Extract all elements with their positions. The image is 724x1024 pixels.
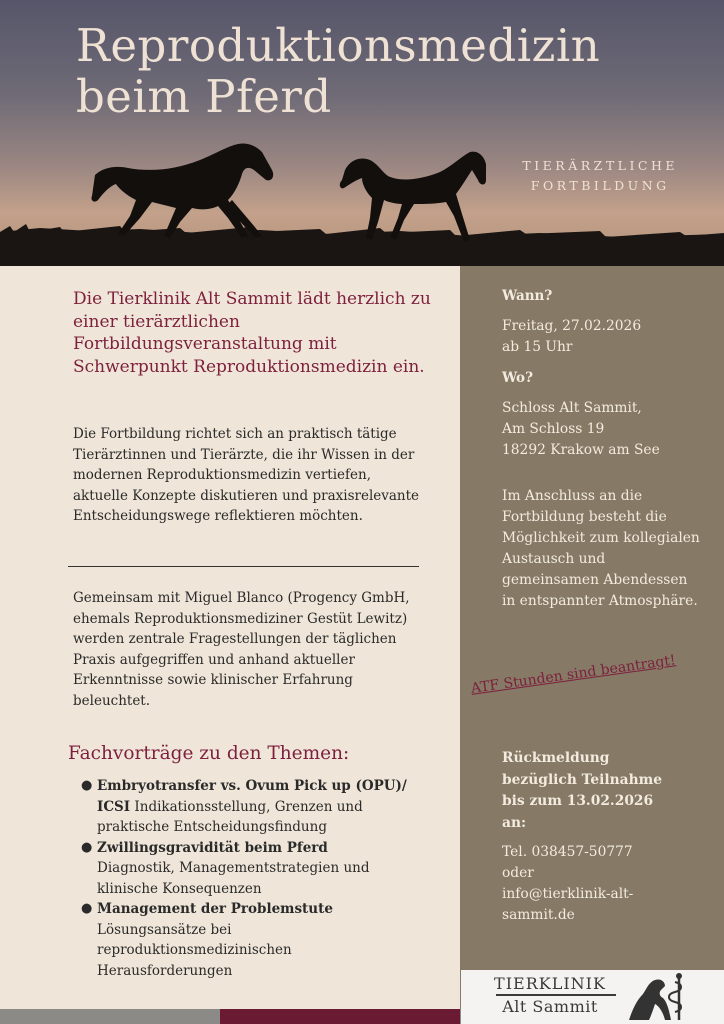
phone-number[interactable]: Tel. 038457-50777 xyxy=(502,844,633,860)
topic-title: Zwillingsgravidität beim Pferd xyxy=(97,839,328,856)
topic-title: Management der Problemstute xyxy=(97,901,333,917)
logo-line-2: Alt Sammit xyxy=(502,997,598,1016)
logo-line-1: TIERKLINIK xyxy=(494,974,606,993)
footer-bar-gray xyxy=(0,1009,220,1024)
when-label: Wann? xyxy=(502,288,553,304)
contact-info xyxy=(502,842,702,926)
bullet-icon: ● xyxy=(81,778,93,793)
where-label: Wo? xyxy=(502,370,533,386)
rsvp-heading xyxy=(502,748,702,834)
topic-item xyxy=(76,838,426,900)
address-line-2: Am Schloss 19 xyxy=(502,421,605,437)
atf-hours-note: ATF Stunden sind beantragt! xyxy=(470,652,677,697)
topic-description: Lösungsansätze bei reproduktionsmedizinischen Herausforderungen xyxy=(97,921,292,979)
event-date xyxy=(502,316,702,358)
rsvp-line-2: bezüglich Teilnahme xyxy=(502,771,662,788)
rsvp-line-4: an: xyxy=(502,814,527,831)
horse-caduceus-icon xyxy=(625,972,715,1022)
page-title xyxy=(76,20,600,122)
hero-banner xyxy=(0,0,724,266)
topic-item xyxy=(76,899,426,981)
footer-bar-accent xyxy=(220,1009,460,1024)
title-line-2: beim Pferd xyxy=(76,70,332,123)
topic-item xyxy=(76,776,426,838)
speaker-paragraph: Gemeinsam mit Miguel Blanco (Progency GmbH, ehemals Reproduktionsmediziner Gestüt Lewitz) werden zentrale Fragestellungen der täglichen Praxis aufgegriffen und anhand aktueller Erkenntnisse sowie klinischer Erfahrung beleuchtet. xyxy=(73,590,410,709)
subtitle-line-1: TIERÄRZTLICHE xyxy=(522,158,678,173)
logo-divider xyxy=(496,994,616,996)
event-address xyxy=(502,398,702,461)
subtitle-line-2: FORTBILDUNG xyxy=(530,178,670,193)
event-type-label xyxy=(522,156,678,196)
topic-title: Embryotransfer vs. Ovum Pick up (OPU)/ ICSI xyxy=(97,778,407,815)
contact-or: oder xyxy=(502,865,534,881)
bullet-icon: ● xyxy=(81,901,93,916)
clinic-logo xyxy=(461,970,724,1024)
address-line-3: 18292 Krakow am See xyxy=(502,442,660,458)
bullet-icon: ● xyxy=(81,839,93,855)
email-address-part2[interactable]: sammit.de xyxy=(502,907,575,923)
topic-description: Indikationsstellung, Grenzen und praktische Entscheidungsfindung xyxy=(97,798,363,835)
audience-paragraph: Die Fortbildung richtet sich an praktisch tätige Tierärztinnen und Tierärzte, die ihr Wissen in der modernen Reproduktionsmedizin vertiefen, aktuelle Konzepte diskutieren und praxisrelevante Entscheidungswege reflektieren möchten. xyxy=(73,426,420,524)
topics-list xyxy=(76,776,426,981)
divider-line xyxy=(68,566,419,567)
event-date-time: ab 15 Uhr xyxy=(502,339,573,355)
email-address-part1[interactable]: info@tierklinik-alt- xyxy=(502,886,634,902)
horse-left-silhouette xyxy=(91,143,273,238)
topics-heading: Fachvorträge zu den Themen: xyxy=(68,743,350,764)
address-line-1: Schloss Alt Sammit, xyxy=(502,400,642,416)
dinner-note: Im Anschluss an die Fortbildung besteht die Möglichkeit zum kollegialen Austausch und gemeinsamen Abendessen in entspannter Atmosphäre. xyxy=(502,488,700,609)
event-date-day: Freitag, 27.02.2026 xyxy=(502,318,642,334)
rsvp-line-1: Rückmeldung xyxy=(502,750,610,766)
intro-text: Die Tierklinik Alt Sammit lädt herzlich zu einer tierärztlichen Fortbildungsveranstaltung mit Schwerpunkt Reproduktionsmedizin ein. xyxy=(73,289,431,377)
rsvp-line-3: bis zum 13.02.2026 xyxy=(502,793,654,809)
topic-description: Diagnostik, Managementstrategien und klinische Konsequenzen xyxy=(97,860,370,897)
horse-right-silhouette xyxy=(340,152,486,242)
title-line-1: Reproduktionsmedizin xyxy=(76,19,601,72)
